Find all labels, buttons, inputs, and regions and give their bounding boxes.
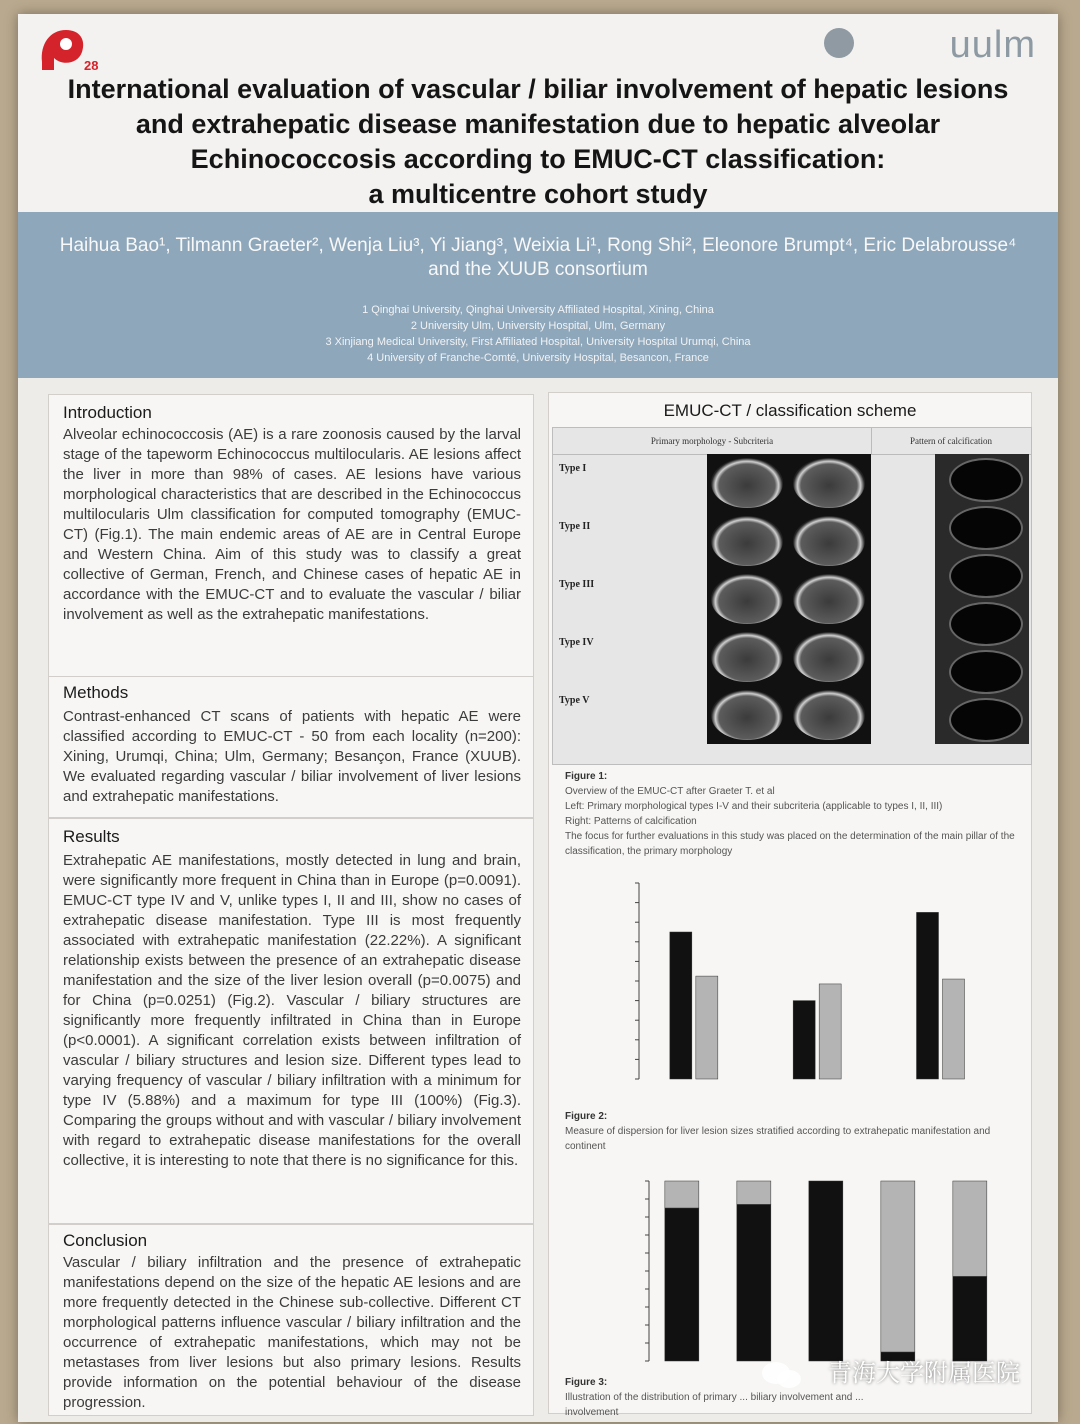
section-text: Alveolar echinococcosis (AE) is a rare zoonosis caused by the larval stage of the tapeworm Echinococcus multilocularis. AE lesions affect the liver in more than 98% of cases. AE lesions have various morphological characteristics that are described in the Echinococcus multilocularis Ulm classification for computed tomography (EMUC-CT) (Fig.1). The main endemic areas of AE are in Central Europe and Western China. Aim of this study was to classify a great collective of German, French, and Chinese cases of hepatic AE in accordance with the EMUC-CT and to evaluate the vascular / biliar involvement as well as the extrahepatic manifestations. [63, 426, 521, 623]
affiliation: 2 University Ulm, University Hospital, Ulm, Germany [410, 320, 666, 332]
title-line: Echinococcosis according to EMUC-CT classification: [190, 144, 886, 174]
caption-line: The focus for further evaluations in this study was placed on the determination of the main pillar of the classification, the primary morphology [565, 831, 1015, 857]
title-line: and extrahepatic disease manifestation due to hepatic alveolar [135, 109, 941, 139]
chart-bar [881, 1181, 915, 1352]
type-label: Type IV [559, 637, 594, 648]
calcification-image [949, 602, 1023, 646]
chart-bar [737, 1204, 771, 1361]
section-title: Conclusion [63, 1231, 148, 1250]
type-label: Type I [559, 463, 587, 474]
section-text: Extrahepatic AE manifestations, mostly detected in lung and brain, were significantly more frequent in China than in Europe (p=0.0091). EMUC-CT type IV and V, unlike types I, II and III, show no cases of extrahepatic disease manifestation. Type III is most frequently associated with extrahepatic manifestation (22.22%). A significant relationship exists between the presence of an extrahepatic disease manifestation and the size of the liver lesion overall (p=0.0075) and for China (p=0.0251) (Fig.2). Vascular / biliary structures are significantly more frequently infiltrated in China than in Europe (p<0.0001). A significant correlation exists between infiltration of vascular / biliary structures and lesion size. Different types lead to varying frequency of vascular / biliary infiltration with a minimum for type IV (5.88%) and a maximum for type III (100%) (Fig.3). Comparing the groups without and with vascular / biliary involvement with regard to extrahepatic disease manifestations for the overall collective, it is interesting to note that there is no significance for this. [63, 852, 521, 1169]
chart-bar [809, 1181, 843, 1361]
type-label: Type II [559, 521, 591, 532]
ct-scan-image [793, 516, 865, 566]
ct-scan-image [793, 574, 865, 624]
chart-bar [793, 1001, 815, 1079]
chart-bar [917, 912, 939, 1079]
figure1-title: EMUC-CT / classification scheme [663, 401, 917, 420]
congress-logo [36, 22, 106, 74]
poster-header [18, 14, 1058, 212]
affiliation: 1 Qinghai University, Qinghai University Affiliated Hospital, Xining, China [362, 304, 714, 316]
authors-line: and the XUUB consortium [428, 259, 648, 280]
caption-title: Figure 1: [565, 771, 608, 782]
figure2-caption [565, 1109, 1017, 1154]
title-line: International evaluation of vascular / biliar involvement of hepatic lesions [67, 74, 1009, 104]
affiliation: 3 Xinjiang Medical University, First Affiliated Hospital, University Hospital Urumqi, China [325, 336, 751, 348]
calcification-image [949, 698, 1023, 742]
poster-title [18, 72, 1058, 212]
ct-scan-image [711, 574, 783, 624]
scheme-header-right: Pattern of calcification [871, 428, 1031, 455]
conclusion-box [48, 1224, 534, 1416]
results-box [48, 818, 534, 1224]
classification-scheme [552, 427, 1032, 765]
chart-bar [665, 1181, 699, 1208]
type-row [559, 574, 705, 630]
section-title: Results [63, 827, 120, 846]
caption-line: Illustration of the distribution of primary ... biliary involvement and ... involvement [565, 1392, 864, 1418]
ct-image-grid [707, 454, 871, 744]
wechat-icon [761, 1360, 803, 1390]
calcification-grid [935, 454, 1029, 744]
title-line: a multicentre cohort study [368, 179, 708, 209]
authors-line: Haihua Bao¹, Tilmann Graeter², Wenja Liu³, Yi Jiang³, Weixia Li¹, Rong Shi², Eleonore Brumpt⁴, Eric Delabrousse⁴ [59, 235, 1017, 256]
section-text: Vascular / biliary infiltration and the presence of extrahepatic manifestations depend on the size of the hepatic AE lesions and are more frequently detected in the Chinese sub-collective. Different CT morphological patterns influence vascular / biliary infiltration and the occurrence of extrahepatic manifestations, which may not be metastases from liver lesions but also primary lesions. Results provide information on the potential behaviour of the disease progression. [63, 1254, 521, 1411]
calcification-image [949, 458, 1023, 502]
chart-bar [665, 1208, 699, 1361]
type-row [559, 690, 705, 746]
scheme-header-left: Primary morphology - Subcriteria [553, 428, 872, 455]
introduction-box [48, 394, 534, 678]
section-text: Contrast-enhanced CT scans of patients with hepatic AE were classified according to EMUC-CT - 50 from each locality (n=200): Xining, Urumqi, China; Ulm, Germany; Besançon, France (XUUB). We evaluated regarding vascular / biliar involvement of liver lesions and extrahepatic manifestations. [63, 708, 521, 805]
figure3-chart [619, 1175, 1019, 1375]
caption-line: Right: Patterns of calcification [565, 816, 697, 827]
ct-scan-image [711, 690, 783, 740]
calcification-image [949, 554, 1023, 598]
ct-scan-image [793, 632, 865, 682]
caption-title: Figure 2: [565, 1111, 608, 1122]
ct-scan-image [711, 458, 783, 508]
type-label: Type V [559, 695, 590, 706]
chart-bar [696, 976, 718, 1079]
type-row [559, 458, 705, 514]
section-title: Introduction [63, 403, 152, 422]
type-row [559, 516, 705, 572]
chart-bar [943, 979, 965, 1079]
caption-title: Figure 3: [565, 1377, 608, 1388]
chart-bar [737, 1181, 771, 1204]
ct-scan-image [793, 458, 865, 508]
chart-bar [953, 1181, 987, 1276]
type-label: Type III [559, 579, 595, 590]
methods-box [48, 676, 534, 818]
calcification-image [949, 506, 1023, 550]
chart-bar [819, 984, 841, 1079]
section-title: Methods [63, 683, 129, 702]
ct-scan-image [793, 690, 865, 740]
logo-number: 28 [84, 58, 99, 73]
affiliations [18, 302, 1058, 366]
figure2-chart [599, 873, 1019, 1103]
caption-line: Measure of dispersion for liver lesion sizes stratified according to extrahepatic manifestation and continent [565, 1126, 991, 1152]
chart-bar [953, 1276, 987, 1361]
figure1-caption [565, 769, 1017, 859]
calcification-image [949, 650, 1023, 694]
authors [18, 234, 1058, 282]
caption-line: Overview of the EMUC-CT after Graeter T. et al [565, 786, 775, 797]
affiliation: 4 University of Franche-Comté, University Hospital, Besancon, France [367, 352, 709, 364]
watermark-text: 青海大学附属医院 [828, 1359, 1020, 1387]
ct-scan-image [711, 632, 783, 682]
figures-box [548, 392, 1032, 1418]
chart-bar [670, 932, 692, 1079]
type-row [559, 632, 705, 688]
university-seal [824, 28, 854, 58]
ct-scan-image [711, 516, 783, 566]
poster [18, 14, 1058, 1422]
caption-line: Left: Primary morphological types I-V and their subcriteria (applicable to types I, II, III) [565, 801, 943, 812]
uulm-logo: uulm [949, 24, 1036, 66]
